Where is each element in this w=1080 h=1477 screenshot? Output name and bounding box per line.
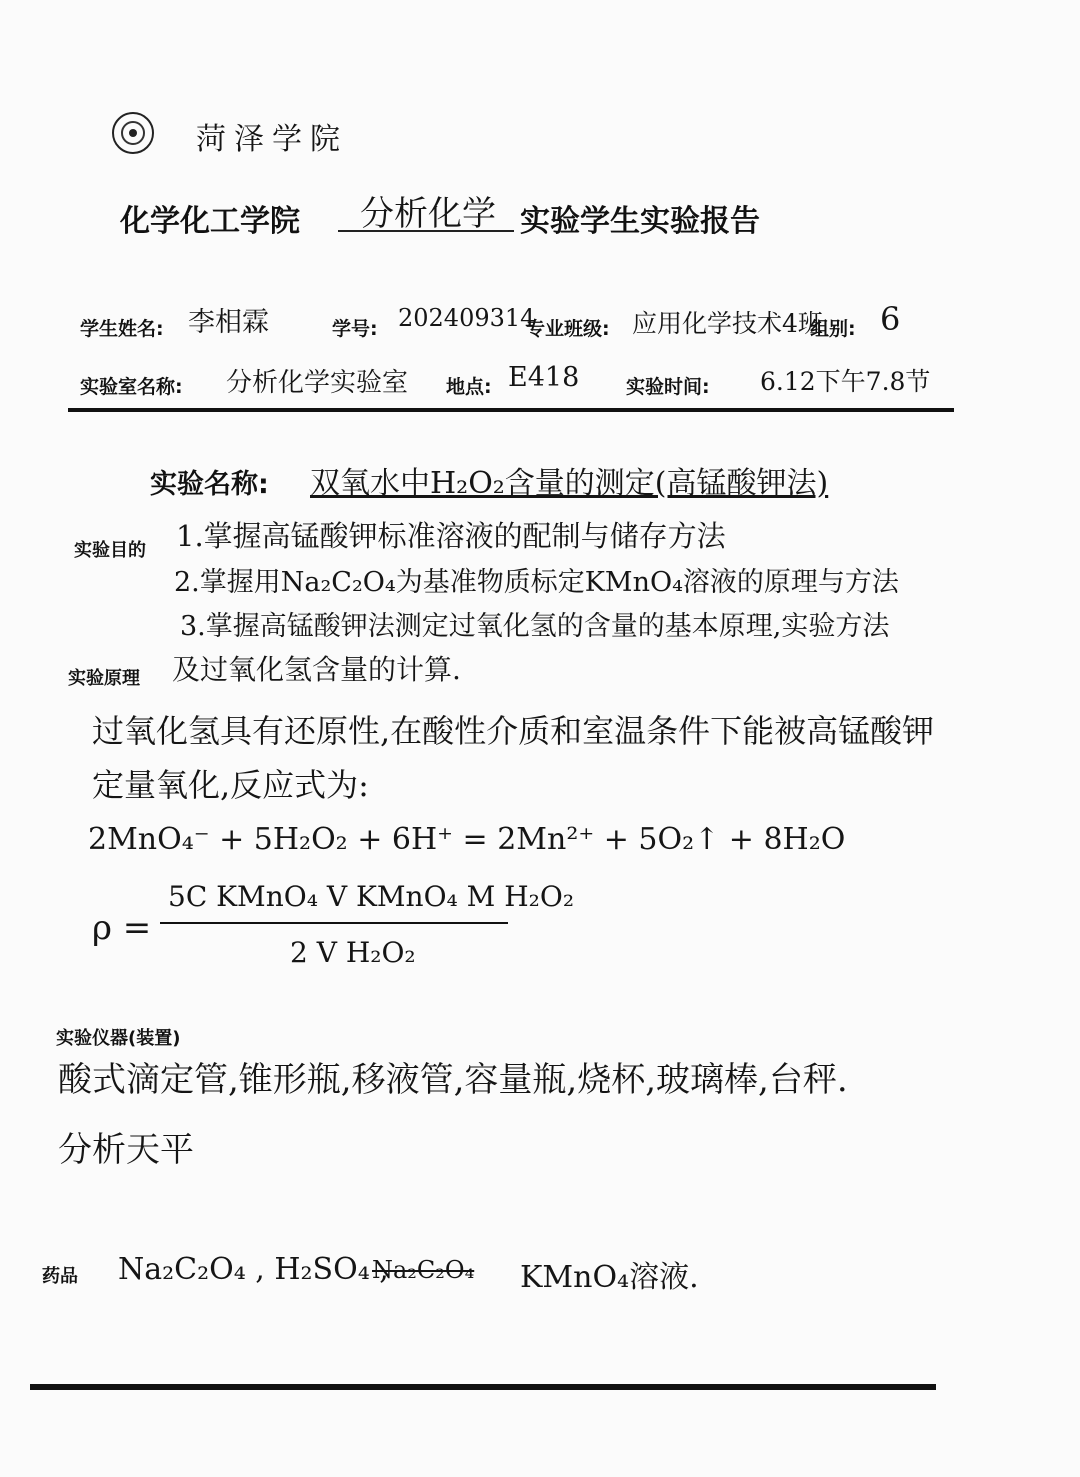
time-value: 6.12下午7.8节 [760,367,931,396]
student-id-label: 学号: [332,318,378,340]
seal-core [129,129,137,137]
place-value: E418 [508,362,580,393]
purpose-label: 实验目的 [74,540,146,561]
footer-divider [30,1384,936,1390]
major-class-label: 专业班级: [526,318,610,340]
purpose-item-1: 1.掌握高锰酸钾标准溶液的配制与储存方法 [176,519,726,553]
group-label: 组别: [810,318,856,340]
lab-name-label: 实验室名称: [80,376,183,398]
major-class-value: 应用化学技术4班 [632,309,823,338]
course-name: 分析化学 [360,194,496,234]
reaction-equation: 2MnO₄⁻ + 5H₂O₂ + 6H⁺ = 2Mn²⁺ + 5O₂↑ + 8H₂O [88,822,846,857]
apparatus-line-2: 分析天平 [58,1130,194,1170]
principle-label: 实验原理 [68,668,140,689]
principle-text-1: 过氧化氢具有还原性,在酸性介质和室温条件下能被高锰酸钾 [92,712,935,750]
purpose-continuation: 及过氧化氢含量的计算. [172,653,461,686]
formula-lhs: ρ = [92,908,152,948]
formula-fraction-bar [160,922,508,924]
student-name-label: 学生姓名: [80,318,164,340]
reagents-label: 药品 [42,1266,78,1287]
group-value: 6 [880,300,901,338]
time-label: 实验时间: [626,376,710,398]
reagent-list-b: KMnO₄溶液. [520,1260,699,1295]
formula-numerator: 5C KMnO₄ V KMnO₄ M H₂O₂ [168,880,575,913]
formula-denominator: 2 V H₂O₂ [290,936,416,969]
experiment-name-value: 双氧水中H₂O₂含量的测定(高锰酸钾法) [310,466,829,501]
school-seal [112,112,154,154]
experiment-name-label: 实验名称: [150,469,269,500]
purpose-item-2: 2.掌握用Na₂C₂O₄为基准物质标定KMnO₄溶液的原理与方法 [174,567,899,598]
student-id-value: 202409314 [398,304,536,332]
purpose-item-3: 3.掌握高锰酸钾法测定过氧化氢的含量的基本原理,实验方法 [180,611,890,642]
apparatus-label: 实验仪器(装置) [56,1028,181,1049]
student-name-value: 李相霖 [188,307,269,338]
lab-name-value: 分析化学实验室 [226,368,409,398]
report-title: 实验学生实验报告 [520,204,760,239]
college-name: 化学化工学院 [120,204,300,239]
reagent-struck: Na₂C₂O₄ [372,1256,475,1284]
reagent-list-a: Na₂C₂O₄ , H₂SO₄ , [118,1252,389,1287]
principle-text-2: 定量氧化,反应式为: [92,766,369,804]
apparatus-line-1: 酸式滴定管,锥形瓶,移液管,容量瓶,烧杯,玻璃棒,台秤. [58,1060,848,1100]
place-label: 地点: [446,376,492,398]
school-name: 菏泽学院 [196,122,348,157]
header-divider [68,408,954,412]
